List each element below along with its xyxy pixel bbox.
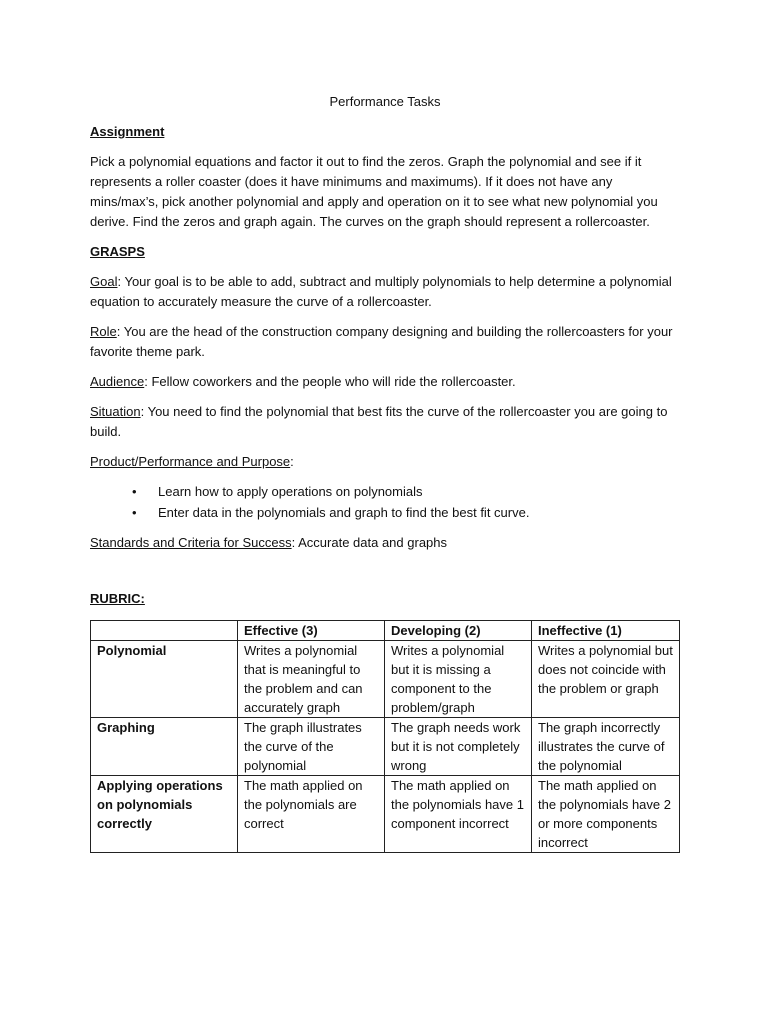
goal-text: Your goal is to be able to add, subtract and multiply polynomials to help determine a polynomial equation to accurately measure the curve of a rollercoaster. <box>90 274 672 309</box>
rubric-header-developing: Developing (2) <box>385 621 532 641</box>
role-text: You are the head of the construction company designing and building the rollercoasters for your favorite theme park. <box>90 324 673 359</box>
standards-separator: : <box>291 535 296 550</box>
rubric-row-operations <box>91 776 680 853</box>
product-label: Product/Performance and Purpose <box>90 454 291 469</box>
rubric-row-graphing <box>91 718 680 776</box>
rubric-header-row <box>91 621 680 641</box>
rubric-header-cell <box>91 621 238 641</box>
rubric-cell-developing: The graph needs work but it is not completely wrong <box>385 718 532 776</box>
rubric-criterion: Polynomial <box>91 641 238 718</box>
grasps-heading: GRASPS <box>90 244 145 259</box>
rubric-cell-ineffective: The graph incorrectly illustrates the curve of the polynomial <box>532 718 680 776</box>
audience-label: Audience <box>90 374 145 389</box>
rubric-criterion: Graphing <box>91 718 238 776</box>
product-bullet-list <box>90 482 680 523</box>
goal-label: Goal <box>90 274 118 289</box>
situation-label: Situation <box>90 404 141 419</box>
document-title: Performance Tasks <box>329 94 441 109</box>
situation-paragraph <box>90 402 680 442</box>
situation-text: You need to find the polynomial that best fits the curve of the rollercoaster you are going to build. <box>90 404 668 439</box>
assignment-heading: Assignment <box>90 124 165 139</box>
rubric-criterion: Applying operations on polynomials correctly <box>91 776 238 853</box>
rubric-row-polynomial <box>91 641 680 718</box>
document-page <box>90 92 680 853</box>
audience-text: Fellow coworkers and the people who will ride the rollercoaster. <box>147 374 516 389</box>
product-separator: : <box>290 454 294 469</box>
audience-paragraph <box>90 372 680 392</box>
rubric-header-effective: Effective (3) <box>238 621 385 641</box>
rubric-cell-effective: The math applied on the polynomials are correct <box>238 776 385 853</box>
standards-label: Standards and Criteria for Success <box>90 535 292 550</box>
product-paragraph <box>90 452 680 472</box>
rubric-heading: RUBRIC: <box>90 591 145 606</box>
audience-separator: : <box>144 374 148 389</box>
role-label: Role <box>90 324 117 339</box>
rubric-cell-developing: The math applied on the polynomials have 1 component incorrect <box>385 776 532 853</box>
goal-paragraph <box>90 272 680 312</box>
situation-separator: : <box>140 404 145 419</box>
role-separator: : <box>116 324 121 339</box>
rubric-cell-effective: The graph illustrates the curve of the polynomial <box>238 718 385 776</box>
role-paragraph <box>90 322 680 362</box>
rubric-cell-ineffective: Writes a polynomial but does not coincide with the problem or graph <box>532 641 680 718</box>
bullet-item: • Enter data in the polynomials and graph to find the best fit curve. <box>158 503 680 523</box>
rubric-cell-developing: Writes a polynomial but it is missing a component to the problem/graph <box>385 641 532 718</box>
goal-separator: : <box>117 274 122 289</box>
rubric-header-ineffective: Ineffective (1) <box>532 621 680 641</box>
assignment-text: Pick a polynomial equations and factor it out to find the zeros. Graph the polynomial and see if it represents a roller coaster (does it have minimums and maximums). If it does not have any mins/max’s, pick another polynomial and apply and operation on it to see what new polynomial you derive. Find the zeros and graph again. The curves on the graph should represent a rollercoaster. <box>90 154 658 229</box>
standards-paragraph <box>90 533 680 553</box>
rubric-table <box>90 620 680 853</box>
rubric-cell-ineffective: The math applied on the polynomials have 2 or more components incorrect <box>532 776 680 853</box>
bullet-item: • Learn how to apply operations on polynomials <box>158 482 680 502</box>
rubric-cell-effective: Writes a polynomial that is meaningful to the problem and can accurately graph <box>238 641 385 718</box>
standards-text: Accurate data and graphs <box>295 535 448 550</box>
